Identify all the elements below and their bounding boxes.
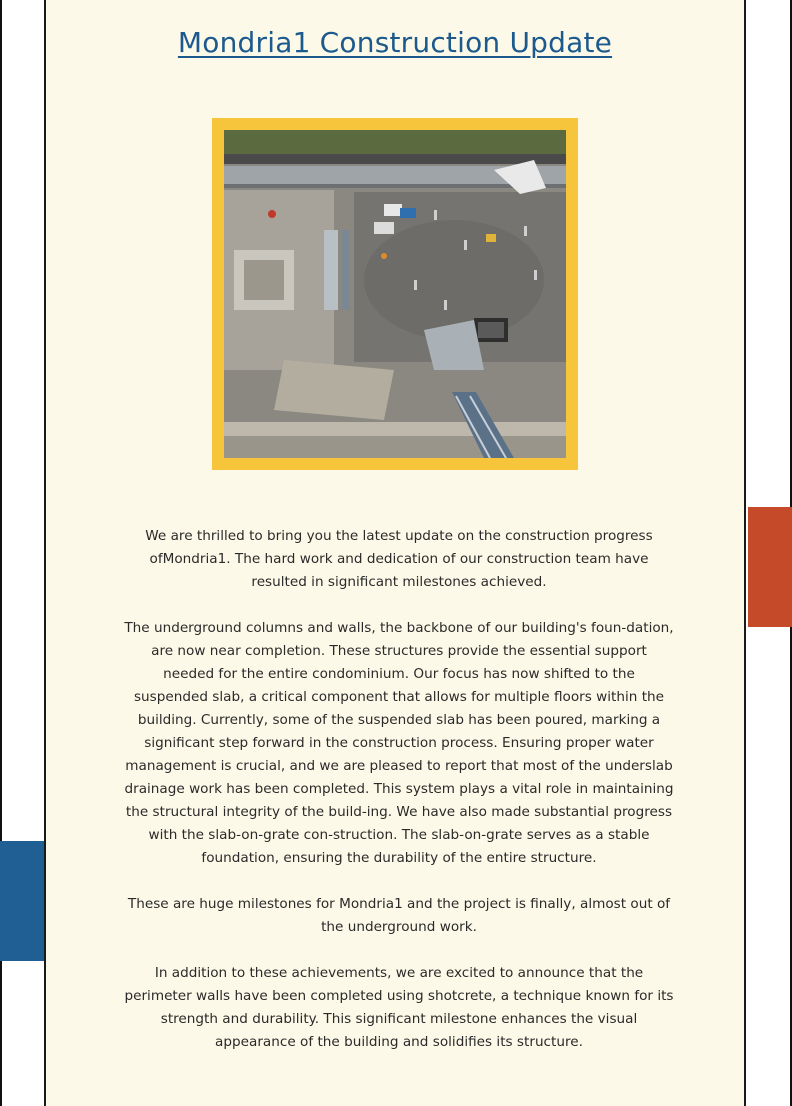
photo-frame: [212, 118, 578, 470]
construction-site-illustration: [224, 130, 566, 458]
newsletter-panel: [44, 0, 746, 1106]
red-accent-block: [748, 507, 792, 627]
paragraph-underground: The underground columns and walls, the backbone of our building's foun-dation, are now near completion. These structures provide the essential support needed for the entire condominium. Our focus has now shifted to the suspended slab, a critical component that allows for multiple floors within the building. Currently, some of the suspended slab has been poured, marking a significant step forward in the construction process. Ensuring proper water management is crucial, and we are pleased to report that most of the underslab drainage work has been completed. This system plays a vital role in maintaining the structural integrity of the build-ing. We have also made substantial progress with the slab-on-grate con-struction. The slab-on-grate serves as a stable foundation, ensuring the durability of the entire structure.: [124, 620, 674, 866]
paragraph-intro: We are thrilled to bring you the latest update on the construction progress ofMondria1. The hard work and dedication of our construction team have resulted in significant milestones achieved.: [145, 528, 653, 590]
title-link[interactable]: Mondria1 Construction Update: [177, 26, 613, 59]
article-body: [124, 525, 674, 1077]
blue-accent-block: [0, 841, 44, 961]
paragraph-perimeter-walls: In addition to these achievements, we are excited to announce that the perimeter walls have been completed using shotcrete, a technique known for its strength and durability. This significant milestone enhances the visual appearance of the building and solidifies its structure.: [124, 965, 674, 1050]
page-title: [46, 26, 744, 59]
aerial-construction-photo: [224, 130, 566, 458]
paragraph-milestones: These are huge milestones for Mondria1 and the project is finally, almost out of the underground work.: [127, 896, 671, 935]
